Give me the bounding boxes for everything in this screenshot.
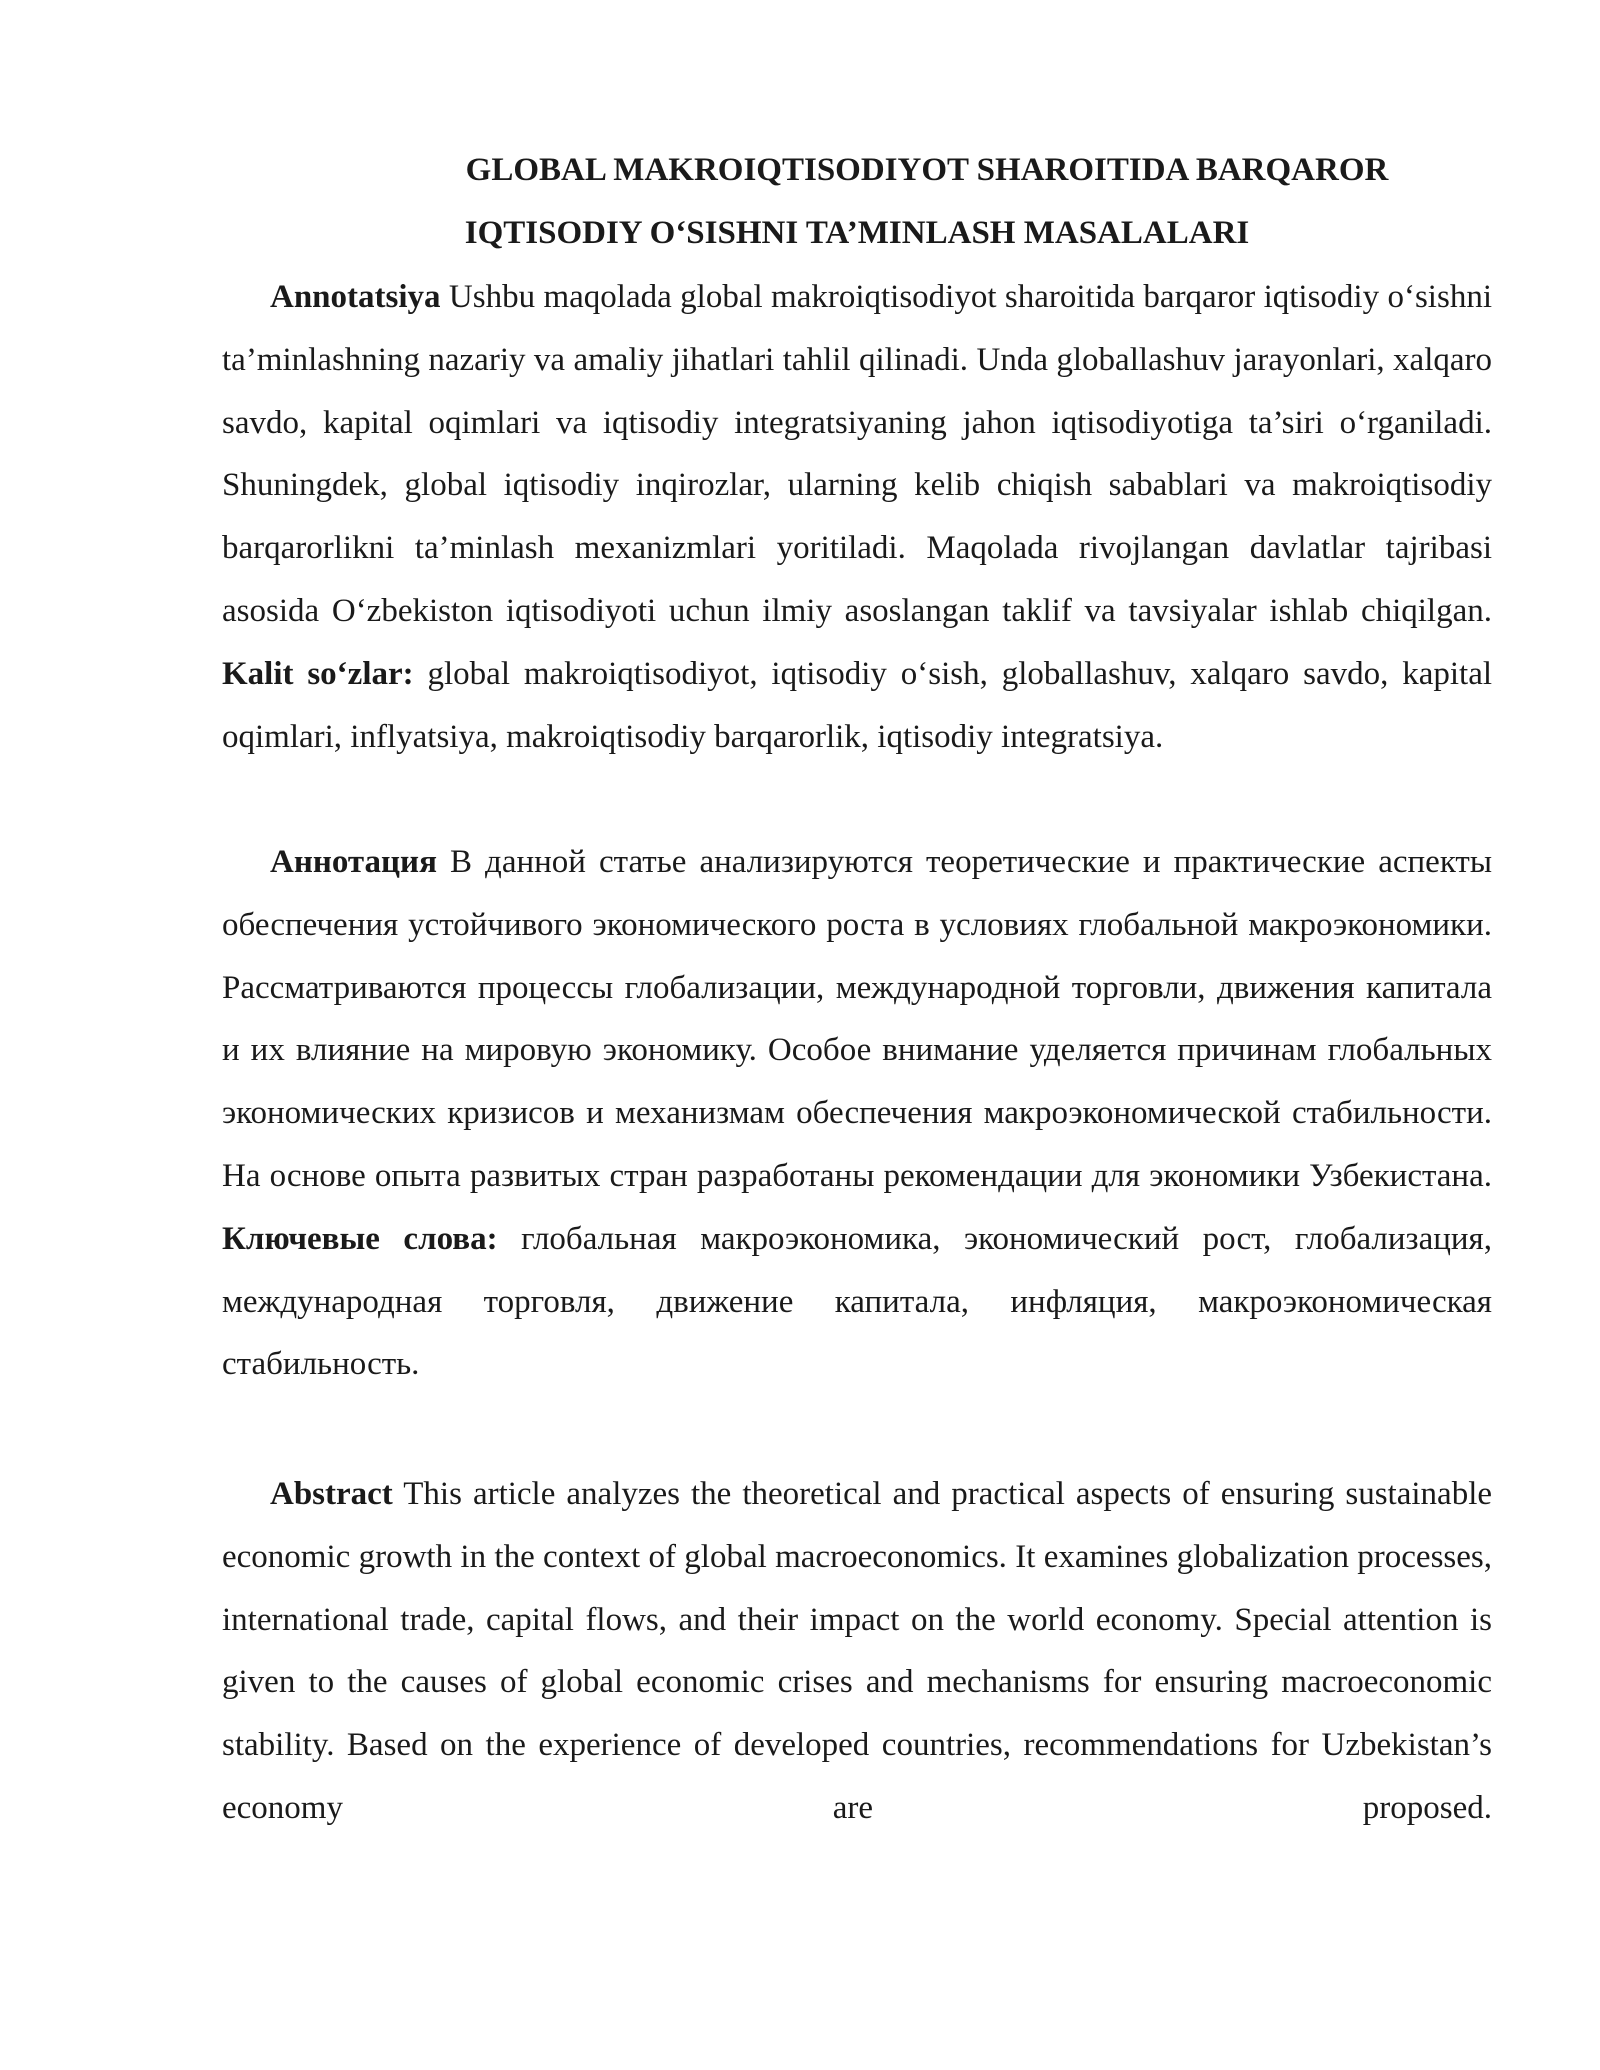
russian-annotation-text: В данной статье анализируются теоретические и практические аспекты обеспечения устойчивого экономического роста в условиях глобальной макроэкономики. Рассматриваются процессы глобализации, международной торговли, движения капитала и их влияние на мировую экономику. Особое внимание уделяется причинам глобальных экономических кризисов и механизмам обеспечения макроэкономической стабильности. На основе опыта развитых стран разработаны рекомендации для экономики Узбекистана. (222, 844, 1493, 1194)
page-title-line-1: GLOBAL MAKROIQTISODIYOT SHAROITIDA BARQAROR (465, 152, 1389, 188)
uzbek-annotation-paragraph (222, 266, 1492, 643)
english-abstract-label: Abstract (270, 1476, 393, 1512)
russian-annotation-paragraph (222, 831, 1492, 1208)
english-abstract-text: This article analyzes the theoretical and practical aspects of ensuring sustainable economic growth in the context of global macroeconomics. It examines globalization processes, international trade, capital flows, and their impact on the world economy. Special attention is given to the causes of global economic crises and mechanisms for ensuring macroeconomic stability. Based on the experience of developed countries, recommendations for Uzbekistan’s economy are proposed. (222, 1476, 1493, 1826)
russian-keywords-text: глобальная макроэкономика, экономический рост, глобализация, международная торговля, движение капитала, инфляция, макроэкономическая стабильность. (222, 1220, 1492, 1383)
english-abstract-paragraph (222, 1463, 1492, 1840)
uzbek-annotation-text: Ushbu maqolada global makroiqtisodiyot sharoitida barqaror iqtisodiy o‘sishni ta’minlashning nazariy va amaliy jihatlari tahlil qilinadi. Unda globallashuv jarayonlari, xalqaro savdo, kapital oqimlari va iqtisodiy integratsiyaning jahon iqtisodiyotiga ta’siri o‘rganiladi. Shuningdek, global iqtisodiy inqirozlar, ularning kelib chiqish sabablari va makroiqtisodiy barqarorlikni ta’minlash mexanizmlari yoritiladi. Maqolada rivojlangan davlatlar tajribasi asosida O‘zbekiston iqtisodiyoti uchun ilmiy asoslangan taklif va tavsiyalar ishlab chiqilgan. (222, 279, 1492, 629)
uzbek-annotation-block (222, 266, 1492, 768)
russian-annotation-label: Аннотация (270, 844, 437, 880)
english-abstract-block (222, 1463, 1492, 1840)
russian-keywords-paragraph (222, 1208, 1492, 1396)
uzbek-keywords-text: global makroiqtisodiyot, iqtisodiy o‘sish, globallashuv, xalqaro savdo, kapital oqimlari, inflyatsiya, makroiqtisodiy barqarorlik, iqtisodiy integratsiya. (222, 655, 1493, 755)
uzbek-annotation-label: Annotatsiya (270, 279, 441, 315)
russian-annotation-block (222, 831, 1492, 1396)
page-title-line-2: IQTISODIY O‘SISHNI TA’MINLASH MASALALARI (464, 215, 1250, 251)
uzbek-keywords-label: Kalit so‘zlar: (222, 655, 414, 692)
russian-keywords-label: Ключевые слова: (222, 1220, 498, 1257)
uzbek-keywords-paragraph (222, 643, 1492, 769)
